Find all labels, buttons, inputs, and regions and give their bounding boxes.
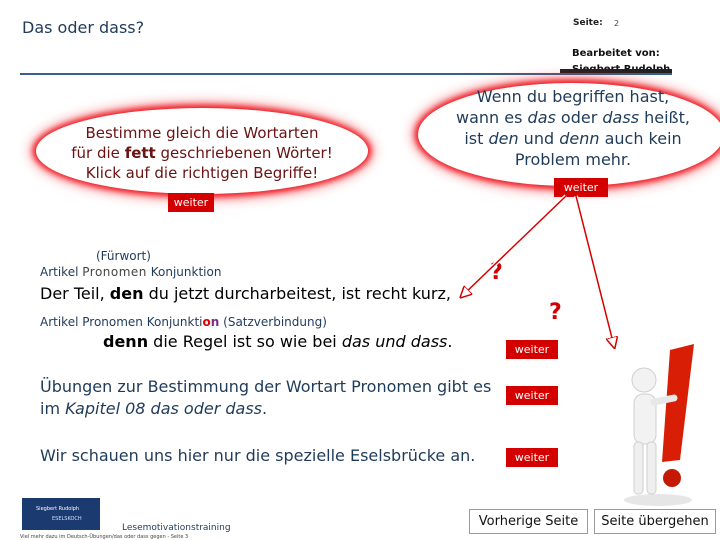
- page-number: 2: [614, 19, 620, 28]
- example-sentence-1: Der Teil, den du jetzt durcharbeitest, ist recht kurz,: [40, 284, 451, 303]
- choice-pronomen-2[interactable]: Pronomen: [82, 315, 143, 329]
- page-label: Seite:: [573, 18, 603, 28]
- weiter-button-instruction[interactable]: weiter: [168, 193, 214, 212]
- info-line-3: ist den und denn auch kein: [464, 129, 682, 148]
- choice-konjunktion-2[interactable]: Konjunktion: [146, 315, 220, 329]
- instruction-line-3: Klick auf die richtigen Begriffe!: [85, 164, 319, 182]
- choice-artikel-2[interactable]: Artikel: [40, 315, 79, 329]
- arrow-to-sentence-2: [576, 196, 614, 346]
- uebung-line-1: Übungen zur Bestimmung der Wortart Pronomen gibt es: [40, 377, 492, 396]
- weiter-button-info[interactable]: weiter: [554, 178, 608, 197]
- previous-page-button[interactable]: Vorherige Seite: [469, 509, 588, 534]
- question-mark-2: ?: [549, 300, 562, 325]
- fuerwort-hint: (Fürwort): [96, 249, 151, 263]
- uebung-note: [40, 376, 500, 420]
- instruction-line-2: für die fett geschriebenen Wörter!: [71, 144, 333, 162]
- choice-konjunktion-1[interactable]: Konjunktion: [150, 265, 222, 279]
- weiter-button-sentence[interactable]: weiter: [506, 340, 558, 359]
- footer-credit: Viel mehr dazu im Deutsch-Übungen/das oder dass gegen - Seite 3: [20, 534, 189, 540]
- eselsbruecke-note: Wir schauen uns hier nur die spezielle Eselsbrücke an.: [40, 446, 476, 465]
- logo-line-1: Siegbert Rudolph: [36, 506, 80, 512]
- arrow-to-sentence-1: [462, 196, 566, 296]
- brand-label: Lesemotivationstraining: [122, 523, 231, 533]
- example-sentence-2: denn die Regel ist so wie bei das und dass.: [103, 332, 453, 351]
- skip-page-button[interactable]: Seite übergehen: [594, 509, 716, 534]
- page-title: Das oder dass?: [22, 18, 145, 37]
- weiter-button-uebung[interactable]: weiter: [506, 386, 558, 405]
- weiter-button-eselsbruecke[interactable]: weiter: [506, 448, 558, 467]
- info-line-1: Wenn du begriffen hast,: [476, 87, 670, 106]
- exclamation-figure-icon: [600, 340, 710, 510]
- author-label: Bearbeitet von:: [572, 48, 660, 59]
- satzverbindung-hint: (Satzverbindung): [223, 315, 327, 329]
- logo: [22, 498, 100, 530]
- logo-line-2: ESELSKOCH: [52, 516, 82, 522]
- uebung-line-2: im Kapitel 08 das oder dass.: [40, 399, 268, 418]
- instruction-line-1: Bestimme gleich die Wortarten: [85, 124, 319, 142]
- choice-pronomen-1[interactable]: Pronomen: [82, 265, 147, 279]
- info-line-2: wann es das oder dass heißt,: [456, 108, 690, 127]
- choice-artikel-1[interactable]: Artikel: [40, 265, 79, 279]
- question-mark-1: ?: [490, 260, 503, 285]
- info-line-4: Problem mehr.: [514, 150, 632, 169]
